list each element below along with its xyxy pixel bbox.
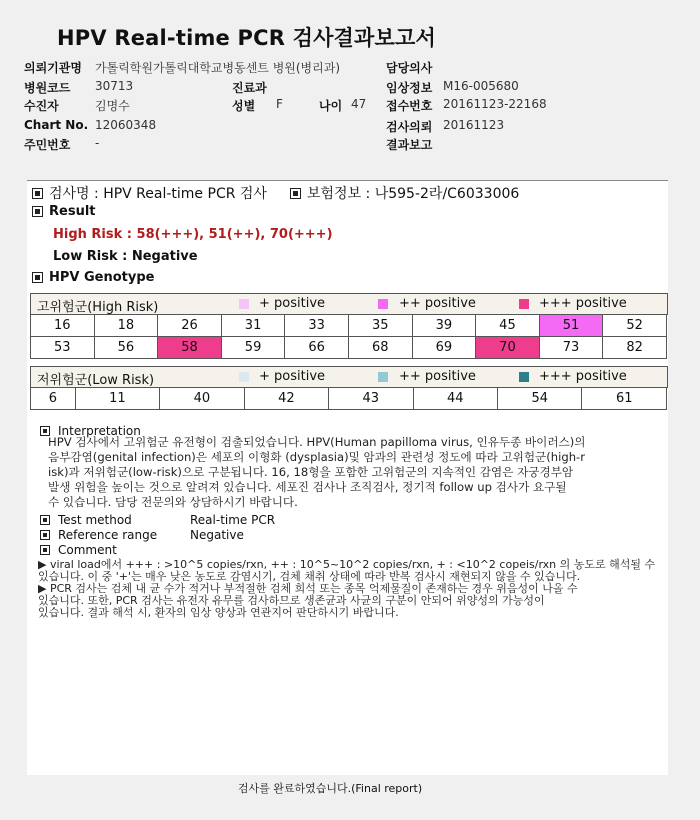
test-name-line — [32, 183, 267, 203]
legend-swatch-plus — [239, 372, 249, 382]
checkbox-square-icon — [32, 272, 43, 283]
hdr-label-receipt-no: 접수번호 — [386, 99, 433, 113]
low-risk-legend — [30, 366, 668, 388]
genotype-cell: 26 — [158, 315, 222, 337]
genotype-row — [31, 337, 667, 359]
low-risk-caption: 저위험군(Low Risk) — [37, 373, 155, 388]
comment-line: 있습니다. 또한, PCR 검사는 유전자 유무를 검사하므로 생존균과 사균의 구분이 안되어 위양성의 가능성이 — [38, 594, 545, 607]
genotype-cell: 69 — [412, 337, 476, 359]
legend-label-plus3: +++ positive — [539, 369, 627, 384]
genotype-cell: 54 — [498, 388, 582, 410]
genotype-cell: 11 — [75, 388, 159, 410]
hdr-label-doctor: 담당의사 — [386, 61, 433, 75]
genotype-cell: 58 — [158, 337, 222, 359]
legend-swatch-plus2 — [378, 372, 388, 382]
legend-label-plus3: +++ positive — [539, 296, 627, 311]
genotype-cell: 31 — [221, 315, 285, 337]
comment-heading: Comment — [40, 543, 117, 557]
genotype-cell: 53 — [31, 337, 95, 359]
genotype-cell: 6 — [31, 388, 76, 410]
interpretation-text — [48, 435, 650, 510]
hdr-label-institution: 의뢰기관명 — [24, 61, 82, 75]
genotype-cell: 73 — [539, 337, 603, 359]
interpretation-line: HPV 검사에서 고위험군 유전형이 검출되었습니다. HPV(Human papilloma virus, 인유두종 바이러스)의 — [48, 435, 586, 449]
hdr-label-resident-no: 주민번호 — [24, 138, 71, 152]
genotype-heading: HPV Genotype — [32, 270, 154, 285]
legend-swatch-plus — [239, 299, 249, 309]
hdr-value-receipt-no: 20161123-22168 — [443, 97, 547, 111]
genotype-cell: 45 — [476, 315, 540, 337]
genotype-cell: 42 — [244, 388, 328, 410]
test-name: 검사명 : HPV Real-time PCR 검사 — [49, 186, 267, 202]
checkbox-square-icon — [40, 545, 50, 555]
insurance-line — [290, 183, 519, 203]
hdr-label-clinical-info: 임상정보 — [386, 81, 433, 95]
hdr-label-age: 나이 — [319, 99, 343, 113]
genotype-cell: 35 — [348, 315, 412, 337]
high-risk-result: High Risk : 58(+++), 51(++), 70(+++) — [53, 227, 333, 242]
genotype-cell: 61 — [582, 388, 667, 410]
comment-line: ▶ PCR 검사는 검체 내 균 수가 적거나 부적절한 검체 희석 또는 종목 억제물질이 존재하는 경우 위음성이 나올 수 — [38, 582, 578, 595]
genotype-cell: 68 — [348, 337, 412, 359]
hdr-value-clinical-info: M16-005680 — [443, 79, 519, 93]
legend-label-plus: + positive — [259, 369, 326, 384]
result-heading: Result — [32, 204, 96, 219]
low-risk-genotype-table — [30, 387, 667, 410]
genotype-cell: 70 — [476, 337, 540, 359]
hdr-value-chart-no: 12060348 — [95, 118, 157, 132]
test-method-label: Test method — [58, 513, 132, 527]
comment-line: 있습니다. 이 중 '+'는 매우 낮은 농도로 감염시기, 검체 채취 상태에 따라 반복 검사시 재현되지 않을 수 있습니다. — [38, 570, 581, 583]
interpretation-line: 음부감염(genital infection)은 세포의 이형화 (dysplasia)및 암과의 관련성 정도에 따라 고위험군(high-r — [48, 450, 586, 464]
hdr-value-hospital-code: 30713 — [95, 79, 134, 93]
hdr-label-patient: 수진자 — [24, 99, 59, 113]
hdr-value-resident-no: - — [95, 136, 100, 150]
genotype-cell: 51 — [539, 315, 603, 337]
genotype-cell: 59 — [221, 337, 285, 359]
genotype-row — [31, 388, 667, 410]
hdr-value-sex: F — [276, 97, 283, 111]
genotype-cell: 44 — [413, 388, 497, 410]
genotype-cell: 52 — [603, 315, 667, 337]
reference-range-value: Negative — [190, 528, 244, 542]
genotype-row — [31, 315, 667, 337]
legend-swatch-plus2 — [378, 299, 388, 309]
hdr-value-institution: 가톨릭학원가톨릭대학교병동센트 병원(병리과) — [95, 61, 341, 75]
checkbox-square-icon — [40, 515, 50, 525]
hdr-value-age: 47 — [351, 97, 367, 111]
checkbox-square-icon — [32, 206, 43, 217]
hdr-label-dept: 진료과 — [232, 81, 267, 95]
legend-label-plus2: ++ positive — [399, 296, 476, 311]
hdr-label-chart-no: Chart No. — [24, 118, 89, 132]
genotype-cell: 18 — [94, 315, 158, 337]
genotype-cell: 56 — [94, 337, 158, 359]
final-report-footer: 검사를 완료하였습니다.(Final report) — [237, 782, 423, 795]
test-method-row — [40, 513, 275, 527]
hdr-label-sex: 성별 — [232, 99, 256, 113]
legend-label-plus2: ++ positive — [399, 369, 476, 384]
test-method-value: Real-time PCR — [190, 513, 276, 527]
genotype-cell: 82 — [603, 337, 667, 359]
comment-line: 있습니다. 결과 해석 시, 환자의 임상 양상과 연관지어 판단하시기 바랍니다. — [38, 606, 399, 619]
interpretation-line: isk)과 저위험군(low-risk)으로 구분됩니다. 16, 18형을 포함한 고위험군의 지속적인 감염은 자궁경부암 — [48, 465, 574, 479]
genotype-cell: 40 — [160, 388, 244, 410]
hdr-label-request-date: 검사의뢰 — [386, 120, 433, 134]
reference-range-row — [40, 528, 244, 542]
low-risk-result: Low Risk : Negative — [53, 249, 198, 264]
checkbox-square-icon — [290, 188, 301, 199]
hdr-label-hospital-code: 병원코드 — [24, 81, 71, 95]
legend-label-plus: + positive — [259, 296, 326, 311]
high-risk-caption: 고위험군(High Risk) — [37, 300, 159, 315]
legend-swatch-plus3 — [519, 372, 529, 382]
insurance-info: 보험정보 : 나595-2라/C6033006 — [307, 186, 520, 202]
reference-range-label: Reference range — [58, 528, 158, 542]
interpretation-heading: Interpretation — [40, 424, 141, 438]
genotype-cell: 33 — [285, 315, 349, 337]
genotype-cell: 43 — [329, 388, 413, 410]
genotype-cell: 39 — [412, 315, 476, 337]
comment-line: ▶ viral load에서 +++ : >10^5 copies/rxn, ++ : 10^5~10^2 copies/rxn, + : <10^2 copeis/rxn 의 농도로 해석될 수 — [38, 558, 656, 571]
high-risk-legend — [30, 293, 668, 315]
genotype-cell: 66 — [285, 337, 349, 359]
hdr-label-report-date: 결과보고 — [386, 138, 433, 152]
interpretation-line: 수 있습니다. 담당 전문의와 상담하시기 바랍니다. — [48, 495, 298, 509]
hdr-value-patient: 김명수 — [95, 99, 130, 113]
report-title: HPV Real-time PCR 검사결과보고서 — [57, 26, 436, 50]
checkbox-square-icon — [32, 188, 43, 199]
high-risk-genotype-table — [30, 314, 667, 359]
hdr-value-request-date: 20161123 — [443, 118, 505, 132]
legend-swatch-plus3 — [519, 299, 529, 309]
genotype-cell: 16 — [31, 315, 95, 337]
interpretation-line: 발생 위험을 높이는 것으로 알려져 있습니다. 세포진 검사나 조직검사, 정기적 follow up 검사가 요구될 — [48, 480, 567, 494]
checkbox-square-icon — [40, 530, 50, 540]
